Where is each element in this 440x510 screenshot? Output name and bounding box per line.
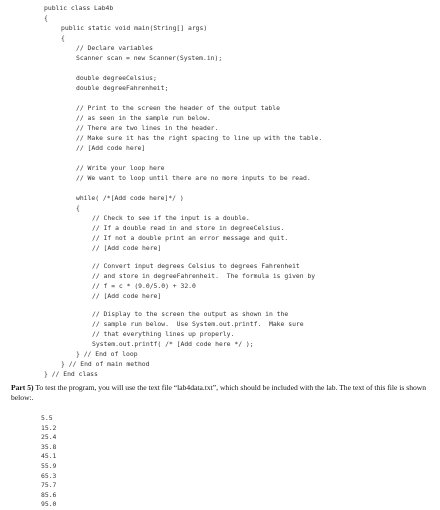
code-line: // [Add code here] xyxy=(76,144,146,152)
code-line: { xyxy=(61,34,65,42)
data-file-listing xyxy=(41,414,56,510)
code-line: // There are two lines in the header. xyxy=(76,124,219,132)
part5-paragraph xyxy=(11,383,431,402)
code-line: double degreeCelsius; xyxy=(76,74,157,82)
code-line: } // End of main method xyxy=(61,360,150,368)
code-line: // Make sure it has the right spacing to line up with the table. xyxy=(76,134,323,142)
code-line: // [Add code here] xyxy=(92,292,162,300)
code-line: } // End class xyxy=(44,370,98,378)
code-line: // and store in degreeFahrenheit. The formula is given by xyxy=(92,272,316,280)
data-value: 65.3 xyxy=(41,471,57,480)
code-line: // Display to the screen the output as shown in the xyxy=(92,310,289,318)
data-value: 45.1 xyxy=(41,452,57,461)
data-value: 5.5 xyxy=(41,414,53,422)
code-line: Scanner scan = new Scanner(System.in); xyxy=(76,54,223,62)
code-line: // Convert input degrees Celsius to degrees Fahrenheit xyxy=(92,262,300,270)
code-line: // Print to the screen the header of the output table xyxy=(76,104,280,112)
data-value: 35.8 xyxy=(41,442,57,451)
code-line: // that everything lines up properly. xyxy=(92,330,235,338)
part5-text: To test the program, you will use the text file “lab4data.txt”, which should be included with the lab. The text of this file is shown below:. xyxy=(11,383,427,402)
code-line: while( /*[Add code here]*/ ) xyxy=(76,194,184,202)
code-line: } // End of loop xyxy=(76,350,138,358)
code-line: // f = c * (9.0/5.0) + 32.0 xyxy=(92,282,196,290)
data-value: 15.2 xyxy=(41,423,57,432)
code-line: double degreeFahrenheit; xyxy=(76,84,169,92)
code-line: { xyxy=(76,204,80,212)
data-value: 75.7 xyxy=(41,481,57,490)
code-line: // We want to loop until there are no more inputs to be read. xyxy=(76,174,311,182)
code-line: public class Lab4b xyxy=(44,4,114,12)
code-line: { xyxy=(44,14,48,22)
code-line: // If a double read in and store in degreeCelsius. xyxy=(92,224,285,232)
data-value: 95.0 xyxy=(41,500,57,509)
part5-label: Part 5) xyxy=(11,383,34,392)
data-value: 85.6 xyxy=(41,490,57,499)
code-line: // [Add code here] xyxy=(92,244,162,252)
data-value: 55.9 xyxy=(41,461,57,470)
code-line: // Check to see if the input is a double. xyxy=(92,214,250,222)
code-line: // Declare variables xyxy=(76,44,153,52)
code-line: // Write your loop here xyxy=(76,164,165,172)
code-line: // sample run below. Use System.out.printf. Make sure xyxy=(92,320,304,328)
code-line: // as seen in the sample run below. xyxy=(76,114,211,122)
code-line: // If not a double print an error message and quit. xyxy=(92,234,289,242)
code-line: System.out.printf( /* [Add code here */ ); xyxy=(92,340,254,348)
code-line: public static void main(String[] args) xyxy=(61,24,208,32)
data-value: 25.4 xyxy=(41,433,57,442)
